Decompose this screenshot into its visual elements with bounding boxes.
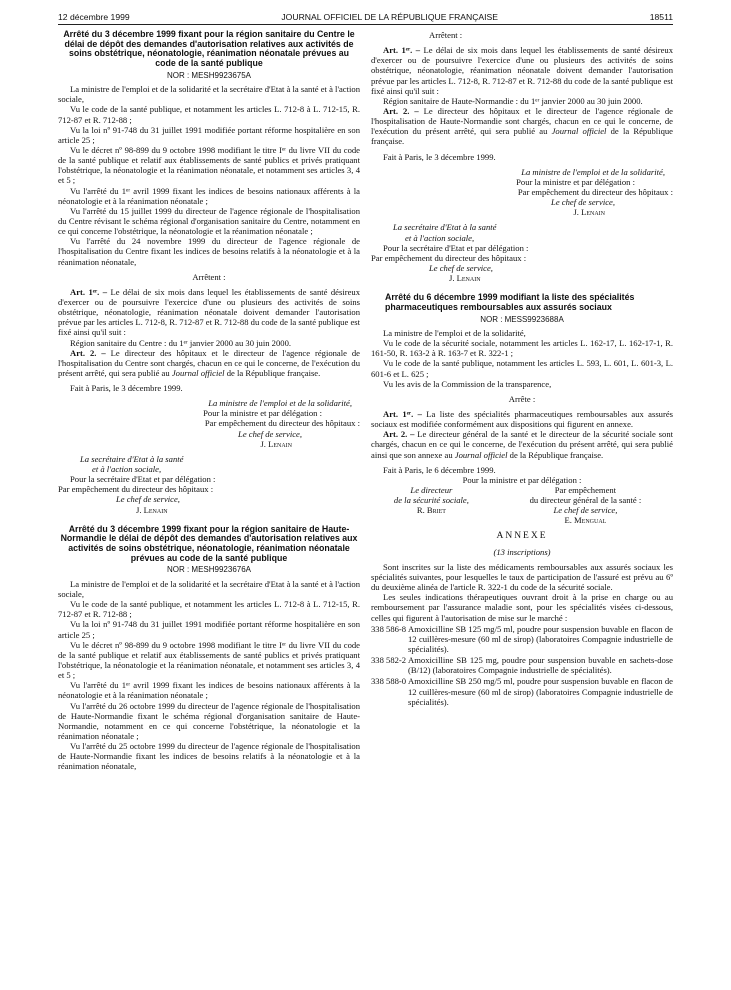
signatory-title: La secrétaire d'Etat à la santé	[80, 453, 184, 464]
signatory-delegation: du directeur général de la santé :	[529, 495, 642, 506]
signatory-name: R. Briet	[416, 505, 446, 516]
annexe-paragraph: Les seules indications thérapeutiques ouvrant droit à la prise en charge ou au remboursement par l'assurance maladie sont, pour les spécialités visées ci-dessous, celles qui figurent à l'autorisation de mise sur le marché :	[371, 592, 673, 623]
signatory-role: Le chef de service,	[429, 262, 493, 273]
journal-officiel: Journal officiel	[454, 449, 508, 460]
article-label: Art. 2. –	[383, 429, 415, 440]
list-item	[371, 655, 673, 675]
header-date: 12 décembre 1999	[58, 11, 130, 22]
article-2	[371, 106, 673, 147]
visa: Vu l'arrêté du 26 octobre 1999 du directeur de l'agence régionale de l'hospitalisation de Haute-Normandie fixant le schéma régional d'organisation sanitaire de Haute-Normandie, notamment en ce qui concerne l'obstétrique, la néonatologie et la réanimation néonatale ;	[58, 700, 360, 741]
signatory-delegation: Par empêchement du directeur des hôpitaux :	[517, 186, 673, 197]
signatory-delegation: Pour la secrétaire d'Etat et par délégation :	[70, 474, 216, 485]
preamble: La ministre de l'emploi et de la solidarité et la secrétaire d'Etat à la santé et à l'action sociale,	[58, 578, 360, 600]
article-text: La liste des spécialités pharmaceutiques remboursables aux assurés sociaux est modifiée conformément aux dispositions qui figurent en annexe.	[371, 409, 673, 430]
article-text: de la République française.	[224, 367, 321, 378]
visa: Vu le code de la sécurité sociale, notamment les articles L. 162-17, L. 162-17-1, R. 161-50, R. 163-2 à R. 163-7 et R. 322-1 ;	[371, 338, 673, 359]
signatory-title: La secrétaire d'Etat à la santé	[393, 222, 497, 233]
article-text: Le délai de six mois dans lequel les établissements de santé désireux d'exercer ou de poursuivre l'exercice d'une ou plusieurs des activités de soins obstétrique, néonatologie, réanimation néonatale doivent demander l'autorisation prévue par les articles L. 712-8, R. 712-87 et R. 712-88 du code de la santé publique est fixé ainsi qu'il suit :	[58, 286, 360, 338]
region-period: Région sanitaire de Haute-Normandie : du 1ᵉʳ janvier 2000 au 30 juin 2000.	[383, 95, 643, 106]
signatory-role: Le chef de service,	[238, 428, 302, 439]
article-1	[371, 45, 673, 96]
visa: Vu l'arrêté du 25 octobre 1999 du directeur de l'agence régionale de l'hospitalisation de Haute-Normandie fixant les indices de besoins relatifs à la néonatologie et à la réanimation néonatale,	[58, 741, 360, 772]
visa: Vu les avis de la Commission de la transparence,	[383, 378, 552, 389]
journal-officiel: Journal officiel	[551, 126, 607, 137]
signature-date: Fait à Paris, le 3 décembre 1999.	[70, 383, 183, 394]
signatory-delegation: Par empêchement du directeur des hôpitaux :	[371, 252, 527, 263]
visa: Vu l'arrêté du 1ᵉʳ avril 1999 fixant les indices de besoins nationaux afférents à la néonatologie et à la réanimation néonatale ;	[58, 185, 360, 206]
cip-code: 338 582-2	[371, 655, 407, 666]
page-header	[58, 8, 673, 25]
preamble: La ministre de l'emploi et de la solidarité et la secrétaire d'Etat à la santé et à l'action sociale,	[58, 84, 360, 105]
article-text: de la République française.	[371, 126, 673, 147]
decree-title-haute-normandie: Arrêté du 3 décembre 1999 fixant pour la région sanitaire de Haute-Normandie le délai de dépôt des demandes d'autorisation relatives aux activités de soins obstétrique, néonatologie, réanimation néonatale prévues au code de la santé publique	[60, 523, 358, 563]
signature-block	[371, 485, 673, 526]
visa: Vu le code de la santé publique, et notamment les articles L. 712-8 à L. 712-15, R. 712-87 et R. 712-88 ;	[58, 599, 360, 620]
visa: Vu l'arrêté du 15 juillet 1999 du directeur de l'agence régionale de l'hospitalisation du Centre révisant le schéma régional d'organisation sanitaire du Centre, notamment en ce qui concerne l'obstétrique, la néonatologie et la réanimation néonatale ;	[58, 205, 360, 237]
signatory-delegation: Par empêchement du directeur des hôpitaux :	[204, 418, 360, 429]
signatory-delegation: Pour la ministre et par délégation :	[462, 474, 582, 485]
article-text: Le directeur général de la santé et le directeur de la sécurité sociale sont chargés, chacun en ce qui le concerne, de l'exécution du présent arrêté, qui sera publié ainsi que son annexe au	[371, 429, 674, 460]
article-1	[371, 409, 673, 429]
visa: Vu le décret nº 98-899 du 9 octobre 1998 modifiant le titre Iᵉʳ du livre VII du code de la santé publique et relatif aux établissements de santé publics et privés pratiquant l'obstétrique, la néonatologie et la réanimation néonatale, et notamment ses articles 3, 4 et 5 ;	[58, 639, 360, 681]
decree-title-centre: Arrêté du 3 décembre 1999 fixant pour la région sanitaire du Centre le délai de dépôt des demandes d'autorisation relatives aux activités de soins obstétrique, néonatologie, réanimation néonatale prévues au code de la santé publique	[63, 29, 355, 69]
right-column	[371, 30, 673, 707]
visa: Vu l'arrêté du 1ᵉʳ avril 1999 fixant les indices de besoins nationaux afférents à la néonatologie et à la réanimation néonatale ;	[58, 680, 360, 701]
signatory-title: et à l'action sociale,	[92, 464, 162, 475]
signatory-title: et à l'action sociale,	[405, 232, 475, 243]
article-text: Le directeur des hôpitaux et le directeur de l'agence régionale de l'hospitalisation de Haute-Normandie sont chargés, chacun en ce qui le concerne, de l'exécution du présent arrêté, qui sera publié au	[371, 105, 673, 137]
visa: Vu la loi nº 91-748 du 31 juillet 1991 modifiée portant réforme hospitalière en son article 25 ;	[58, 124, 360, 145]
article-label: Art. 2. –	[70, 347, 106, 358]
signature-date: Fait à Paris, le 6 décembre 1999.	[383, 464, 496, 475]
journal-officiel: Journal officiel	[171, 367, 225, 378]
medication-description: Amoxicilline SB 250 mg/5 ml, poudre pour suspension buvable en flacon de 12 cuillères-mesure (60 ml de sirop) (laboratoires Compagnie industrielle de spécialités).	[408, 676, 673, 707]
nor-reference: NOR : MESS9923688A	[480, 314, 564, 324]
list-item	[371, 676, 673, 706]
visa: Vu le code de la santé publique, notamment les articles L. 593, L. 601, L. 601-3, L. 601-6 et L. 625 ;	[371, 358, 673, 379]
signatory-name: J. Lenain	[449, 273, 481, 284]
signatory-delegation: Pour la ministre et par délégation :	[516, 176, 635, 187]
signatory-name: J. Lenain	[573, 207, 605, 218]
visa: Vu le décret nº 98-899 du 9 octobre 1998 modifiant le titre Iᵉʳ du livre VII du code de la santé publique et relatif aux établissements de santé publics et privés pratiquant l'obstétrique, la néonatologie et la réanimation néonatale, et notamment ses articles 3, 4 et 5 ;	[58, 144, 360, 186]
medication-description: Amoxicilline SB 125 mg, poudre pour suspension buvable en sachets-dose (B/12) (laboratoires Compagnie industrielle de spécialités).	[408, 655, 673, 676]
signatory-title: Le directeur	[410, 484, 453, 495]
preamble: La ministre de l'emploi et de la solidarité,	[383, 328, 526, 339]
article-text: de la République française.	[507, 449, 604, 460]
visa: Vu le code de la santé publique, et notamment les articles L. 712-8 à L. 712-15, R. 712-87 et R. 712-88 ;	[58, 104, 360, 125]
list-item	[371, 624, 673, 654]
inscriptions-count: (13 inscriptions)	[493, 546, 551, 557]
left-column	[58, 30, 360, 772]
nor-reference: NOR : MESH9923675A	[166, 70, 252, 80]
signatory-role: Le chef de service,	[116, 494, 180, 505]
signatory-title: La ministre de l'emploi et de la solidarité,	[208, 398, 352, 409]
signatory-name: J. Lenain	[136, 504, 168, 515]
cip-code: 338 586-8	[371, 623, 407, 634]
signatory-title: La ministre de l'emploi et de la solidarité,	[521, 166, 665, 177]
article-label: Art. 2. –	[383, 105, 419, 116]
signatory-role: Le chef de service,	[553, 505, 618, 516]
decree-title-specialites: Arrêté du 6 décembre 1999 modifiant la liste des spécialités pharmaceutiques remboursables aux assurés sociaux	[385, 292, 635, 312]
visa: Vu la loi nº 91-748 du 31 juillet 1991 modifiée portant réforme hospitalière en son article 25 ;	[58, 619, 360, 640]
article-2	[58, 348, 360, 378]
annexe-heading: ANNEXE	[496, 530, 548, 541]
signatory-delegation: Par empêchement du directeur des hôpitaux :	[58, 484, 214, 495]
article-label: Art. 1ᵉʳ. –	[383, 409, 422, 419]
article-1	[58, 287, 360, 338]
arretent-heading: Arrêtent :	[192, 271, 226, 282]
signatory-title: de la sécurité sociale,	[393, 495, 469, 506]
medication-description: Amoxicilline SB 125 mg/5 ml, poudre pour suspension buvable en flacon de 12 cuillères-mesure (60 ml de sirop) (laboratoires Compagnie industrielle de spécialités).	[408, 623, 673, 655]
signatory-name: E. Mengual	[564, 515, 607, 526]
header-page-number: 18511	[649, 11, 673, 22]
header-journal-title: JOURNAL OFFICIEL DE LA RÉPUBLIQUE FRANÇAISE	[281, 11, 499, 22]
article-text: Le directeur des hôpitaux et le directeur de l'agence régionale de l'hospitalisation du Centre sont chargés, chacun en ce qui le concerne, de l'exécution du présent arrêté, qui sera publié au	[58, 347, 360, 378]
nor-reference: NOR : MESH9923676A	[166, 565, 252, 575]
signatory-name: J. Lenain	[260, 438, 292, 449]
signature-date: Fait à Paris, le 3 décembre 1999.	[383, 151, 496, 162]
signatory-delegation: Par empêchement	[554, 484, 617, 495]
arrete-heading: Arrête :	[508, 393, 536, 404]
article-2	[371, 429, 673, 459]
signatory-delegation: Pour la ministre et par délégation :	[203, 408, 322, 419]
visa: Vu l'arrêté du 24 novembre 1999 du directeur de l'agence régionale de l'hospitalisation du Centre fixant les indices de besoins relatifs à la néonatologie et à la réanimation néonatale,	[58, 236, 360, 267]
annexe-paragraph: Sont inscrites sur la liste des médicaments remboursables aux assurés sociaux les spécialités suivantes, pour lesquelles le taux de participation de l'assuré est prévu au 6º du deuxième alinéa de l'article R. 322-1 du code de la sécurité sociale.	[371, 561, 673, 593]
article-text: Le délai de six mois dans lequel les établissements de santé désireux d'exercer ou de poursuivre l'exercice d'une ou plusieurs des activités de soins obstétrique, néonatologie, réanimation néonatale doivent demander l'autorisation prévue par les articles L. 712-8, R. 712-87 et R. 712-88 du code de la santé publique est fixé ainsi qu'il suit :	[371, 45, 673, 96]
region-period: Région sanitaire du Centre : du 1ᵉʳ janvier 2000 au 30 juin 2000.	[70, 337, 292, 348]
arretent-heading: Arrêtent :	[429, 30, 463, 40]
article-label: Art. 1ᵉʳ. –	[383, 45, 421, 56]
signatory-role: Le chef de service,	[551, 197, 615, 208]
signatory-delegation: Pour la secrétaire d'Etat et par délégation :	[383, 242, 529, 253]
cip-code: 338 588-0	[371, 676, 407, 687]
article-label: Art. 1ᵉʳ. –	[70, 286, 108, 297]
